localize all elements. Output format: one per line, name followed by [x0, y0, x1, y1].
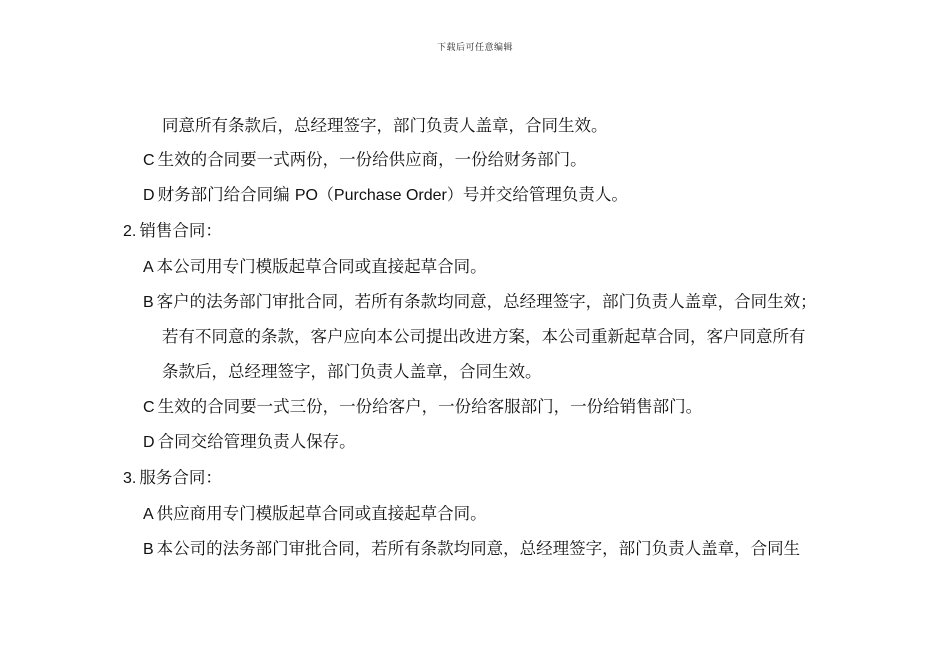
- paragraph-line: [143, 397, 702, 418]
- section-number: 2.: [123, 223, 137, 240]
- line-text: 同意所有条款后，总经理签字，部门负责人盖章，合同生效。: [162, 116, 608, 135]
- section-heading: [123, 221, 222, 242]
- paragraph-line: [143, 257, 487, 278]
- section-title: 服务合同：: [139, 468, 222, 487]
- line-text: 生效的合同要一式三份，一份给客户，一份给客服部门，一份给销售部门。: [157, 397, 703, 416]
- line-text: 财务部门给合同编: [157, 185, 295, 204]
- line-text: 合同交给管理负责人保存。: [157, 432, 356, 451]
- section-title: 销售合同：: [139, 221, 222, 240]
- line-text: 生效的合同要一式两份，一份给供应商，一份给财务部门。: [157, 150, 587, 169]
- item-marker: A: [143, 506, 154, 523]
- line-text: 号并交给管理负责人。: [462, 185, 628, 204]
- po-term: PO（Purchase Order）: [294, 187, 463, 204]
- paragraph-line: [143, 539, 800, 560]
- item-marker: C: [143, 152, 155, 169]
- item-marker: D: [143, 434, 155, 451]
- paragraph-line: [162, 116, 608, 136]
- paragraph-line: [143, 504, 487, 525]
- item-marker: B: [143, 294, 154, 311]
- paragraph-line: [143, 432, 356, 453]
- item-marker: B: [143, 541, 154, 558]
- line-text: 客户的法务部门审批合同，若所有条款均同意，总经理签字，部门负责人盖章，合同生效；: [156, 292, 817, 311]
- item-marker: C: [143, 399, 155, 416]
- header-note: 下载后可任意编辑: [436, 43, 513, 53]
- line-text: 本公司用专门模版起草合同或直接起草合同。: [156, 257, 487, 276]
- paragraph-line: [162, 327, 806, 347]
- paragraph-line: [143, 292, 817, 313]
- paragraph-line: [162, 362, 542, 382]
- section-heading: [123, 468, 222, 489]
- item-marker: A: [143, 259, 154, 276]
- line-text: 供应商用专门模版起草合同或直接起草合同。: [156, 504, 487, 523]
- line-text: 若有不同意的条款，客户应向本公司提出改进方案，本公司重新起草合同，客户同意所有: [162, 327, 806, 346]
- item-marker: D: [143, 187, 155, 204]
- line-text: 条款后，总经理签字，部门负责人盖章，合同生效。: [162, 362, 542, 381]
- paragraph-line: [143, 185, 628, 206]
- line-text: 本公司的法务部门审批合同，若所有条款均同意，总经理签字，部门负责人盖章，合同生: [156, 539, 801, 558]
- paragraph-line: [143, 150, 587, 171]
- section-number: 3.: [123, 470, 137, 487]
